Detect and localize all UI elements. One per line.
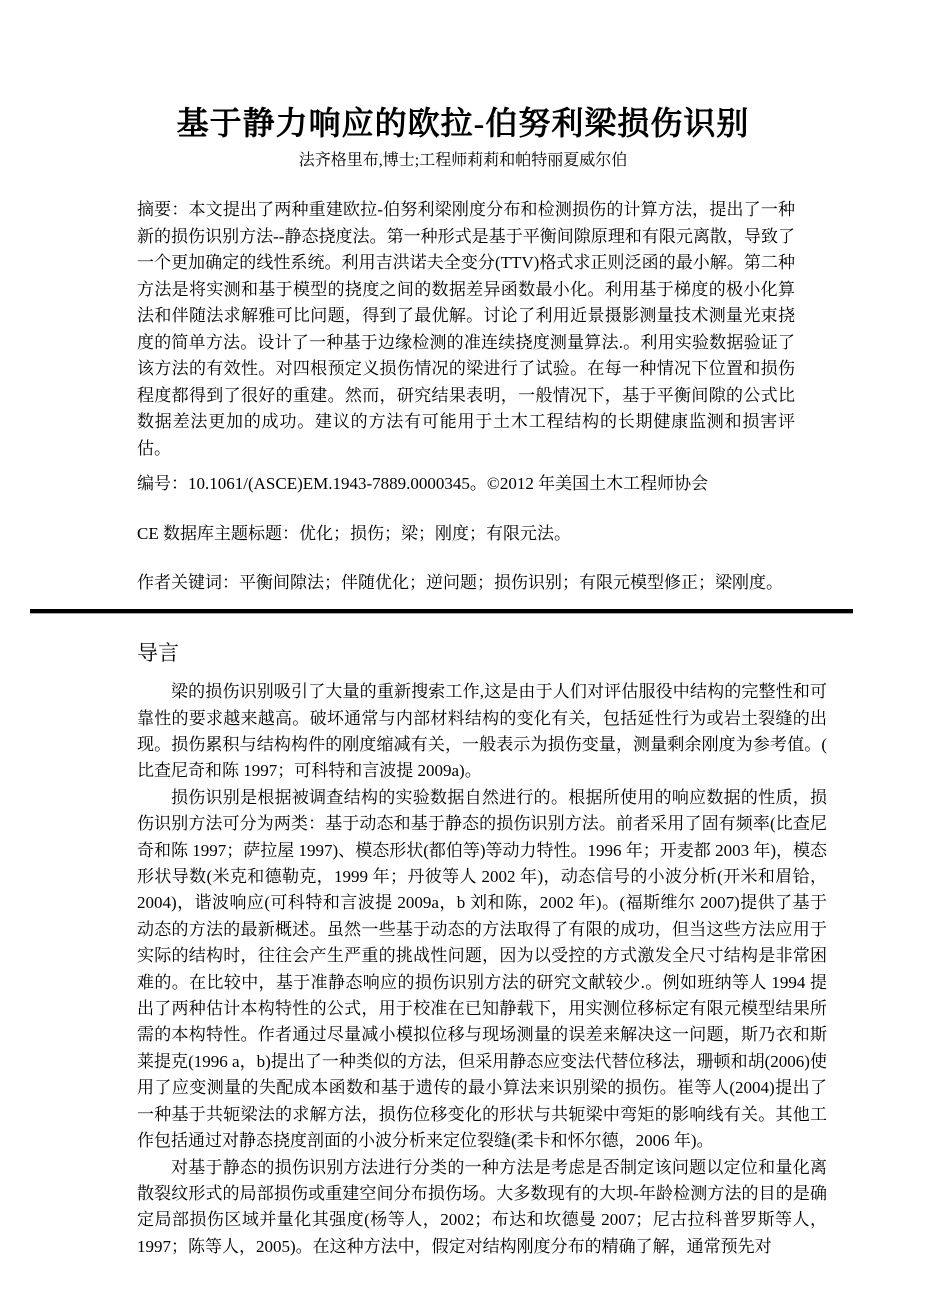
section-heading-introduction: 导言: [137, 640, 179, 665]
intro-paragraph-3: 对基于静态的损伤识别方法进行分类的一种方法是考虑是否制定该问题以定位和量化离散裂纹形式的局部损伤或重建空间分布损伤场。大多数现有的大坝-年龄检测方法的目的是确定局部损伤区域并量化其强度(杨等人，2002；布达和坎德曼 2007；尼古拉科普罗斯等人，1997；陈等人，2005)。在这种方法中，假定对结构刚度分布的精确了解，通常预先对: [137, 1157, 827, 1256]
doi-line: 编号：10.1061/(ASCE)EM.1943-7889.0000345。©2012 年美国土木工程师协会: [137, 474, 709, 494]
horizontal-divider-rule: [30, 609, 853, 614]
paper-authors: 法齐格里布,博士;工程师莉莉和帕特丽夏威尔伯: [298, 151, 628, 169]
ce-database-subject-headings: CE 数据库主题标题：优化；损伤；梁；刚度；有限元法。: [137, 523, 571, 543]
introduction-body: [137, 679, 827, 1260]
intro-paragraph-2: 损伤识别是根据被调查结构的实验数据自然进行的。根据所使用的响应数据的性质，损伤识别方法可分为两类：基于动态和基于静态的损伤识别方法。前者采用了固有频率(比查尼奇和陈 1997；萨拉屋 1997)、模态形状(都伯等)等动力特性。1996 年；开麦都 2003 年)，模态形状导数(米克和德勒克，1999 年；丹彼等人 2002 年)，动态信号的小波分析(开米和眉铪，2004)，谐波响应(可科特和言波提 2009a，b 刘和陈，2002 年)。(福斯维尔 2007)提供了基于动态的方法的最新概述。虽然一些基于动态的方法取得了有限的成功，但当这些方法应用于实际的结构时，往往会产生严重的挑战性问题，因为以受控的方式激发全尺寸结构是非常困难的。在比较中，基于准静态响应的损伤识别方法的研究文献较少.。例如班纳等人 1994 提出了两种估计本构特性的公式，用于校准在已知静载下，用实测位移标定有限元模型结果所需的本构特性。作者通过尽量减小模拟位移与现场测量的误差来解决这一问题，斯乃衣和斯莱提克(1996 a，b)提出了一种类似的方法，但采用静态应变法代替位移法，珊顿和胡(2006)使用了应变测量的失配成本函数和基于遗传的最小算法来识别梁的损伤。崔等人(2004)提出了一种基于共轭梁法的求解方法，损伤位移变化的形状与共轭梁中弯矩的影响线有关。其他工作包括通过对静态挠度剖面的小波分析来定位裂缝(柔卡和怀尔德，2006 年)。: [137, 787, 827, 1151]
intro-paragraph-1: 梁的损伤识别吸引了大量的重新搜索工作,这是由于人们对评估服役中结构的完整性和可靠性的要求越来越高。破坏通常与内部材料结构的变化有关，包括延性行为或岩土裂缝的出现。损伤累积与结构构件的刚度缩减有关，一般表示为损伤变量，测量剩余刚度为参考值。( 比查尼奇和陈 1997；可科特和言波提 2009a)。: [137, 682, 827, 781]
paper-title: 基于静力响应的欧拉-伯努利梁损伤识别: [176, 105, 750, 141]
abstract-paragraph: 摘要：本文提出了两种重建欧拉-伯努利梁刚度分布和检测损伤的计算方法，提出了一种新的损伤识别方法--静态挠度法。第一种形式是基于平衡间隙原理和有限元离散，导致了一个更加确定的线性系统。利用吉洪诺夫全变分(TTV)格式求正则泛函的最小解。第二种方法是将实测和基于模型的挠度之间的数据差异函数最小化。利用基于梯度的极小化算法和伴随法求解雅可比问题，得到了最优解。讨论了利用近景摄影测量技术测量光束挠度的简单方法。设计了一种基于边缘检测的准连续挠度测量算法.。利用实验数据验证了该方法的有效性。对四根预定义损伤情况的梁进行了试验。在每一种情况下位置和损伤程度都得到了很好的重建。然而，研究结果表明，一般情况下，基于平衡间隙的公式比数据差法更加的成功。建议的方法有可能用于土木工程结构的长期健康监测和损害评估。: [137, 200, 795, 458]
author-keywords: 作者关键词：平衡间隙法；伴随优化；逆问题；损伤识别；有限元模型修正；梁刚度。: [137, 573, 783, 593]
